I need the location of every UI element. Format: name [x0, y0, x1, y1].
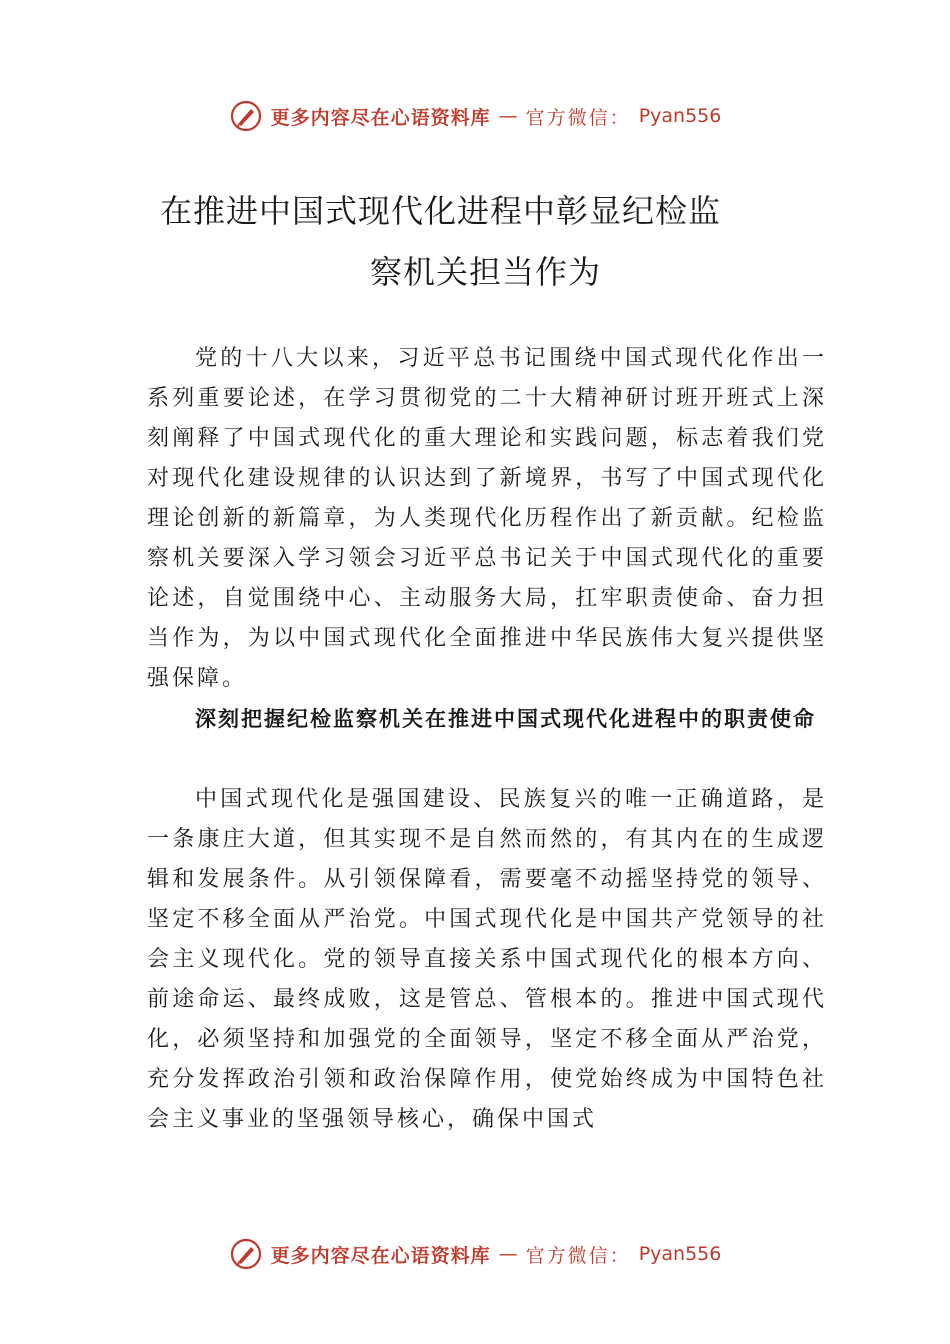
pen-logo-icon	[229, 99, 263, 133]
watermark-text: 更多内容尽在心语资料库	[270, 106, 491, 129]
watermark-contact-id: Pyan556	[638, 105, 722, 127]
watermark-header	[0, 96, 950, 136]
paragraph-body: 中国式现代化是强国建设、民族复兴的唯一正确道路，是一条康庄大道，但其实现不是自然而然的，有其内在的生成逻辑和发展条件。从引领保障看，需要毫不动摇坚持党的领导、坚定不移全面从严治党。中国式现代化是中国共产党领导的社会主义现代化。党的领导直接关系中国式现代化的根本方向、前途命运、最终成败，这是管总、管根本的。推进中国式现代化，必须坚持和加强党的全面领导，坚定不移全面从严治党，充分发挥政治引领和政治保障作用，使党始终成为中国特色社会主义事业的坚强领导核心，确保中国式	[147, 787, 827, 1132]
section-heading: 深刻把握纪检监察机关在推进中国式现代化进程中的职责使命	[195, 707, 816, 731]
paragraph-intro: 党的十八大以来，习近平总书记围绕中国式现代化作出一系列重要论述，在学习贯彻党的二十大精神研讨班开班式上深刻阐释了中国式现代化的重大理论和实践问题，标志着我们党对现代化建设规律的认识达到了新境界，书写了中国式现代化理论创新的新篇章，为人类现代化历程作出了新贡献。纪检监察机关要深入学习领会习近平总书记关于中国式现代化的重要论述，自觉围绕中心、主动服务大局，扛牢职责使命、奋力担当作为，为以中国式现代化全面推进中华民族伟大复兴提供坚强保障。	[147, 346, 827, 691]
document-title-line-1: 在推进中国式现代化进程中彰显纪检监	[160, 192, 722, 230]
watermark-contact-label: 官方微信：	[525, 106, 631, 129]
watermark-contact-id: Pyan556	[638, 1243, 722, 1265]
document-title-line-2: 察机关担当作为	[370, 253, 602, 291]
watermark-footer	[0, 1234, 950, 1274]
watermark-separator: —	[498, 1243, 518, 1265]
watermark-contact-label: 官方微信：	[525, 1244, 631, 1267]
pen-logo-icon	[229, 1237, 263, 1271]
watermark-text: 更多内容尽在心语资料库	[270, 1244, 491, 1267]
watermark-separator: —	[498, 105, 518, 127]
